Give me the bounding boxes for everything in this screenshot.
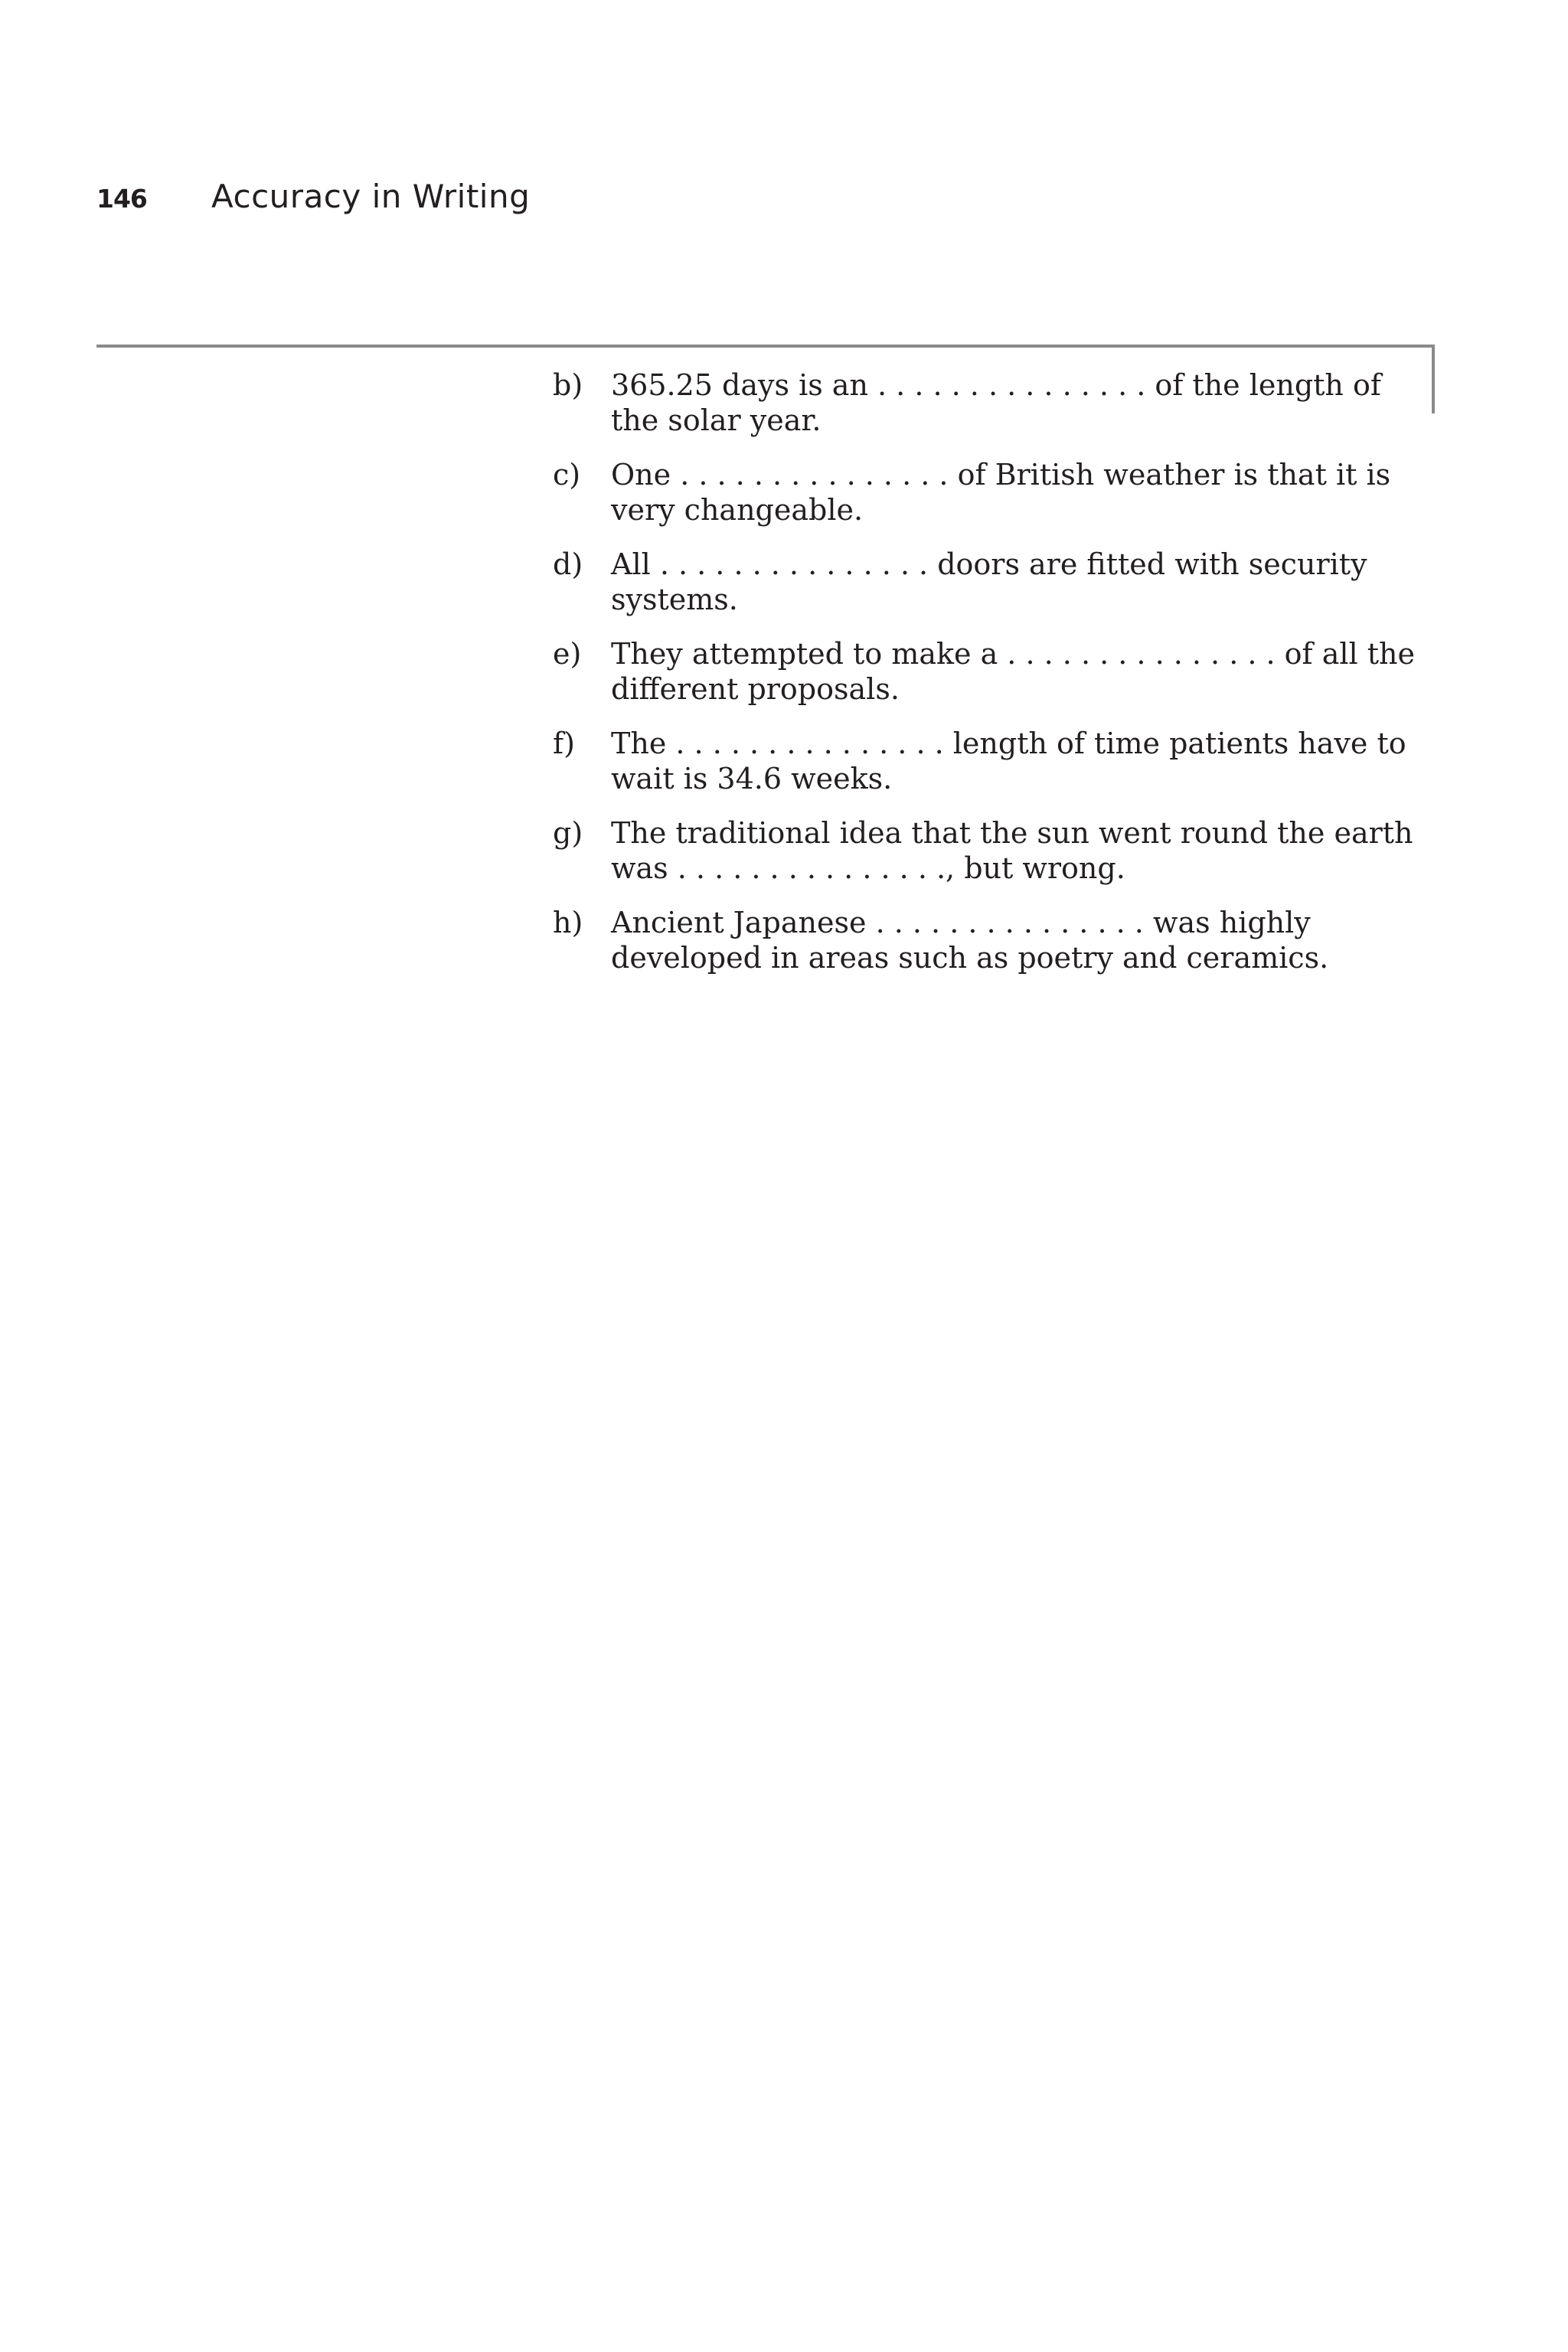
exercise-item-g [553, 815, 1426, 886]
item-text: The . . . . . . . . . . . . . . . length of time patients have to wait is 34.6 weeks. [611, 727, 1406, 795]
item-label: h) [553, 906, 583, 939]
item-label: c) [553, 458, 581, 492]
exercise-item-b [553, 368, 1426, 438]
item-text: All . . . . . . . . . . . . . . . doors are fitted with security systems. [611, 547, 1367, 616]
section-rule-corner [1432, 345, 1435, 413]
exercise-list [553, 368, 1426, 995]
exercise-item-d [553, 547, 1426, 617]
exercise-item-f [553, 726, 1426, 796]
item-text: Ancient Japanese . . . . . . . . . . . . . . . was highly developed in areas such as poetry and ceramics. [611, 906, 1329, 975]
item-text: They attempted to make a . . . . . . . . . . . . . . . of all the different proposals. [611, 637, 1415, 706]
running-head [96, 178, 530, 224]
section-rule [96, 345, 1435, 348]
exercise-item-h [553, 905, 1426, 975]
exercise-item-c [553, 457, 1426, 528]
item-label: d) [553, 547, 583, 581]
item-label: g) [553, 816, 583, 850]
page-number: 146 [96, 184, 147, 214]
item-text: One . . . . . . . . . . . . . . . of British weather is that it is very changeable. [611, 458, 1391, 527]
item-text: The traditional idea that the sun went round the earth was . . . . . . . . . . . . . . ., but wrong. [611, 816, 1413, 885]
running-title: Accuracy in Writing [211, 178, 531, 215]
item-text: 365.25 days is an . . . . . . . . . . . . . . . of the length of the solar year. [611, 368, 1381, 437]
item-label: e) [553, 637, 582, 671]
item-label: b) [553, 368, 583, 402]
exercise-item-e [553, 636, 1426, 707]
item-label: f) [553, 727, 575, 760]
